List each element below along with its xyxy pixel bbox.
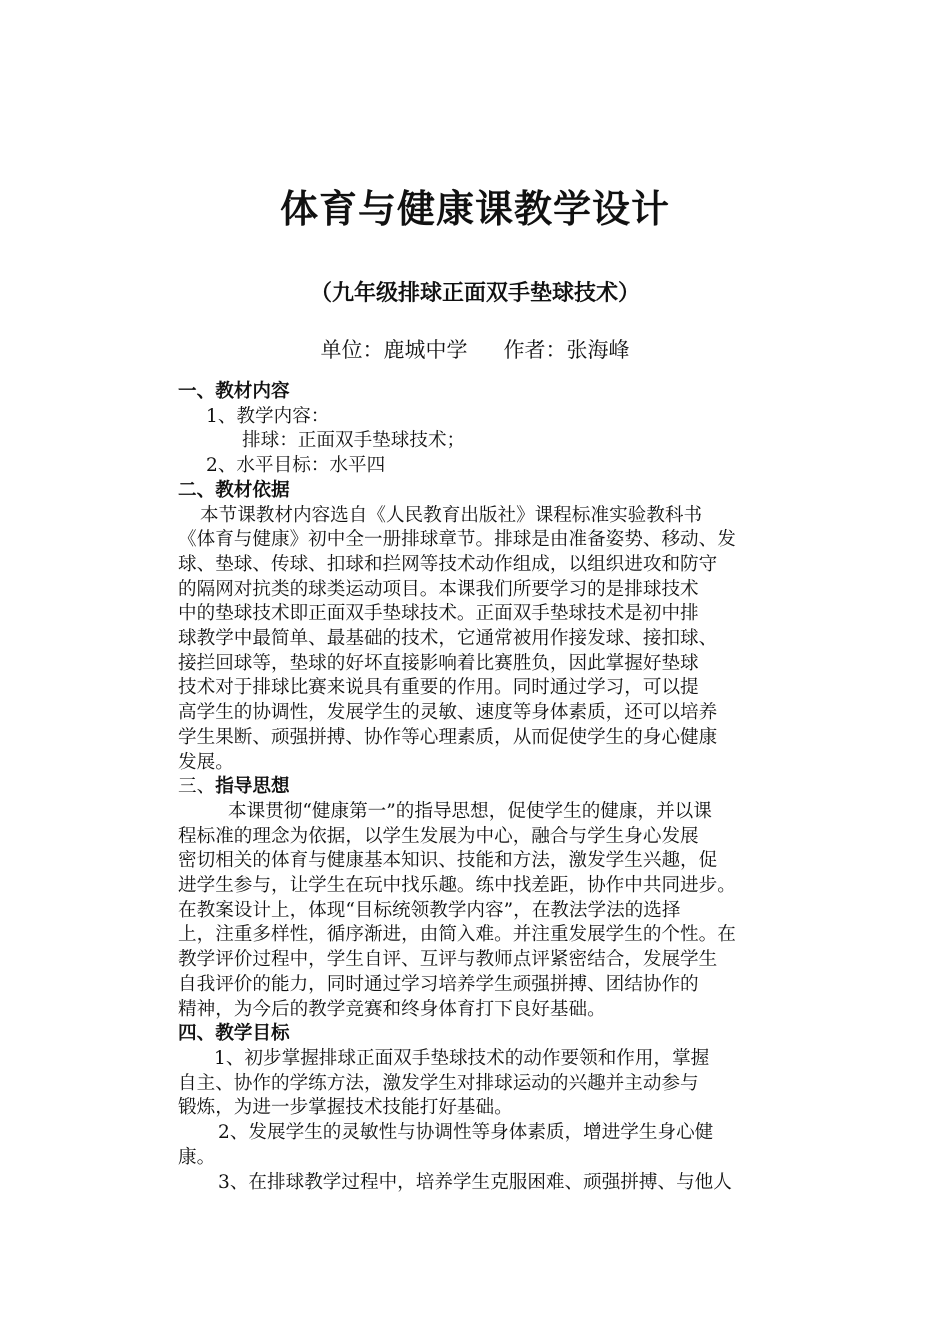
paragraph-line: 程标准的理念为依据，以学生发展为中心，融合与学生身心发展 <box>178 825 699 847</box>
paragraph-line: 自主、协作的学练方法，激发学生对排球运动的兴趣并主动参与 <box>178 1072 699 1094</box>
section-heading: 四、教学目标 <box>178 1023 290 1045</box>
document-title: 体育与健康课教学设计 <box>279 186 670 231</box>
paragraph-line: 本节课教材内容选自《人民教育出版社》课程标准实验教科书 <box>200 504 703 526</box>
paragraph-line: 排球：正面双手垫球技术； <box>242 430 466 452</box>
paragraph-line: 1、教学内容： <box>206 405 330 427</box>
paragraph-line: 球教学中最简单、最基础的技术，它通常被用作接发球、接扣球、 <box>178 628 718 650</box>
paragraph-line: 发展。 <box>178 751 234 773</box>
author-line <box>0 334 950 364</box>
paragraph-line: 在教案设计上，体现“目标统领教学内容”，在教法学法的选择 <box>178 899 681 921</box>
author-unit: 单位：鹿城中学 <box>320 338 468 362</box>
section-heading-text: 指导思想 <box>215 776 290 798</box>
paragraph-line: 学生果断、顽强拼搏、协作等心理素质，从而促使学生的身心健康 <box>178 726 718 748</box>
paragraph-line: 康。 <box>178 1146 216 1168</box>
paragraph-line: 1、初步掌握排球正面双手垫球技术的动作要领和作用，掌握 <box>214 1047 710 1069</box>
paragraph-line: 高学生的协调性，发展学生的灵敏、速度等身体素质，还可以培养 <box>178 702 718 724</box>
paragraph-line: 锻炼，为进一步掌握技术技能打好基础。 <box>178 1097 513 1119</box>
paragraph-line: 接拦回球等，垫球的好坏直接影响着比赛胜负，因此掌握好垫球 <box>178 652 699 674</box>
section-heading-number: 三、 <box>178 776 216 798</box>
section-heading: 一、教材内容 <box>178 381 290 402</box>
paragraph-line: 上，注重多样性，循序渐进，由简入难。并注重发展学生的个性。在 <box>178 924 736 946</box>
section-heading <box>178 775 808 800</box>
author-name: 作者：张海峰 <box>503 338 630 362</box>
paragraph-line: 2、发展学生的灵敏性与协调性等身体素质，增进学生身心健 <box>218 1122 714 1144</box>
document-body <box>178 380 808 1195</box>
document-subtitle: （九年级排球正面双手垫球技术） <box>309 280 640 306</box>
paragraph-line: 球、垫球、传球、扣球和拦网等技术动作组成，以组织进攻和防守 <box>178 553 718 575</box>
paragraph-line: 的隔网对抗类的球类运动项目。本课我们所要学习的是排球技术 <box>178 578 699 600</box>
paragraph-line: 精神，为今后的教学竞赛和终身体育打下良好基础。 <box>178 998 606 1020</box>
paragraph-line: 技术对于排球比赛来说具有重要的作用。同时通过学习，可以提 <box>178 677 699 699</box>
paragraph-line: 中的垫球技术即正面双手垫球技术。正面双手垫球技术是初中排 <box>178 603 699 625</box>
paragraph-line: 进学生参与，让学生在玩中找乐趣。练中找差距，协作中共同进步。 <box>178 875 736 897</box>
section-heading: 二、教材依据 <box>178 479 290 501</box>
paragraph-line: 2、水平目标：水平四 <box>206 455 386 477</box>
paragraph-line: 密切相关的体育与健康基本知识、技能和方法，激发学生兴趣，促 <box>178 850 718 872</box>
paragraph-line: 本课贯彻“健康第一”的指导思想，促使学生的健康，并以课 <box>228 800 712 822</box>
paragraph-line: 自我评价的能力，同时通过学习培养学生顽强拼搏、团结协作的 <box>178 973 699 995</box>
paragraph-line: 3、在排球教学过程中，培养学生克服困难、顽强拼搏、与他人 <box>218 1171 732 1193</box>
paragraph-line: 教学评价过程中，学生自评、互评与教师点评紧密结合，发展学生 <box>178 949 718 971</box>
paragraph-line: 《体育与健康》初中全一册排球章节。排球是由准备姿势、移动、发 <box>178 529 736 551</box>
